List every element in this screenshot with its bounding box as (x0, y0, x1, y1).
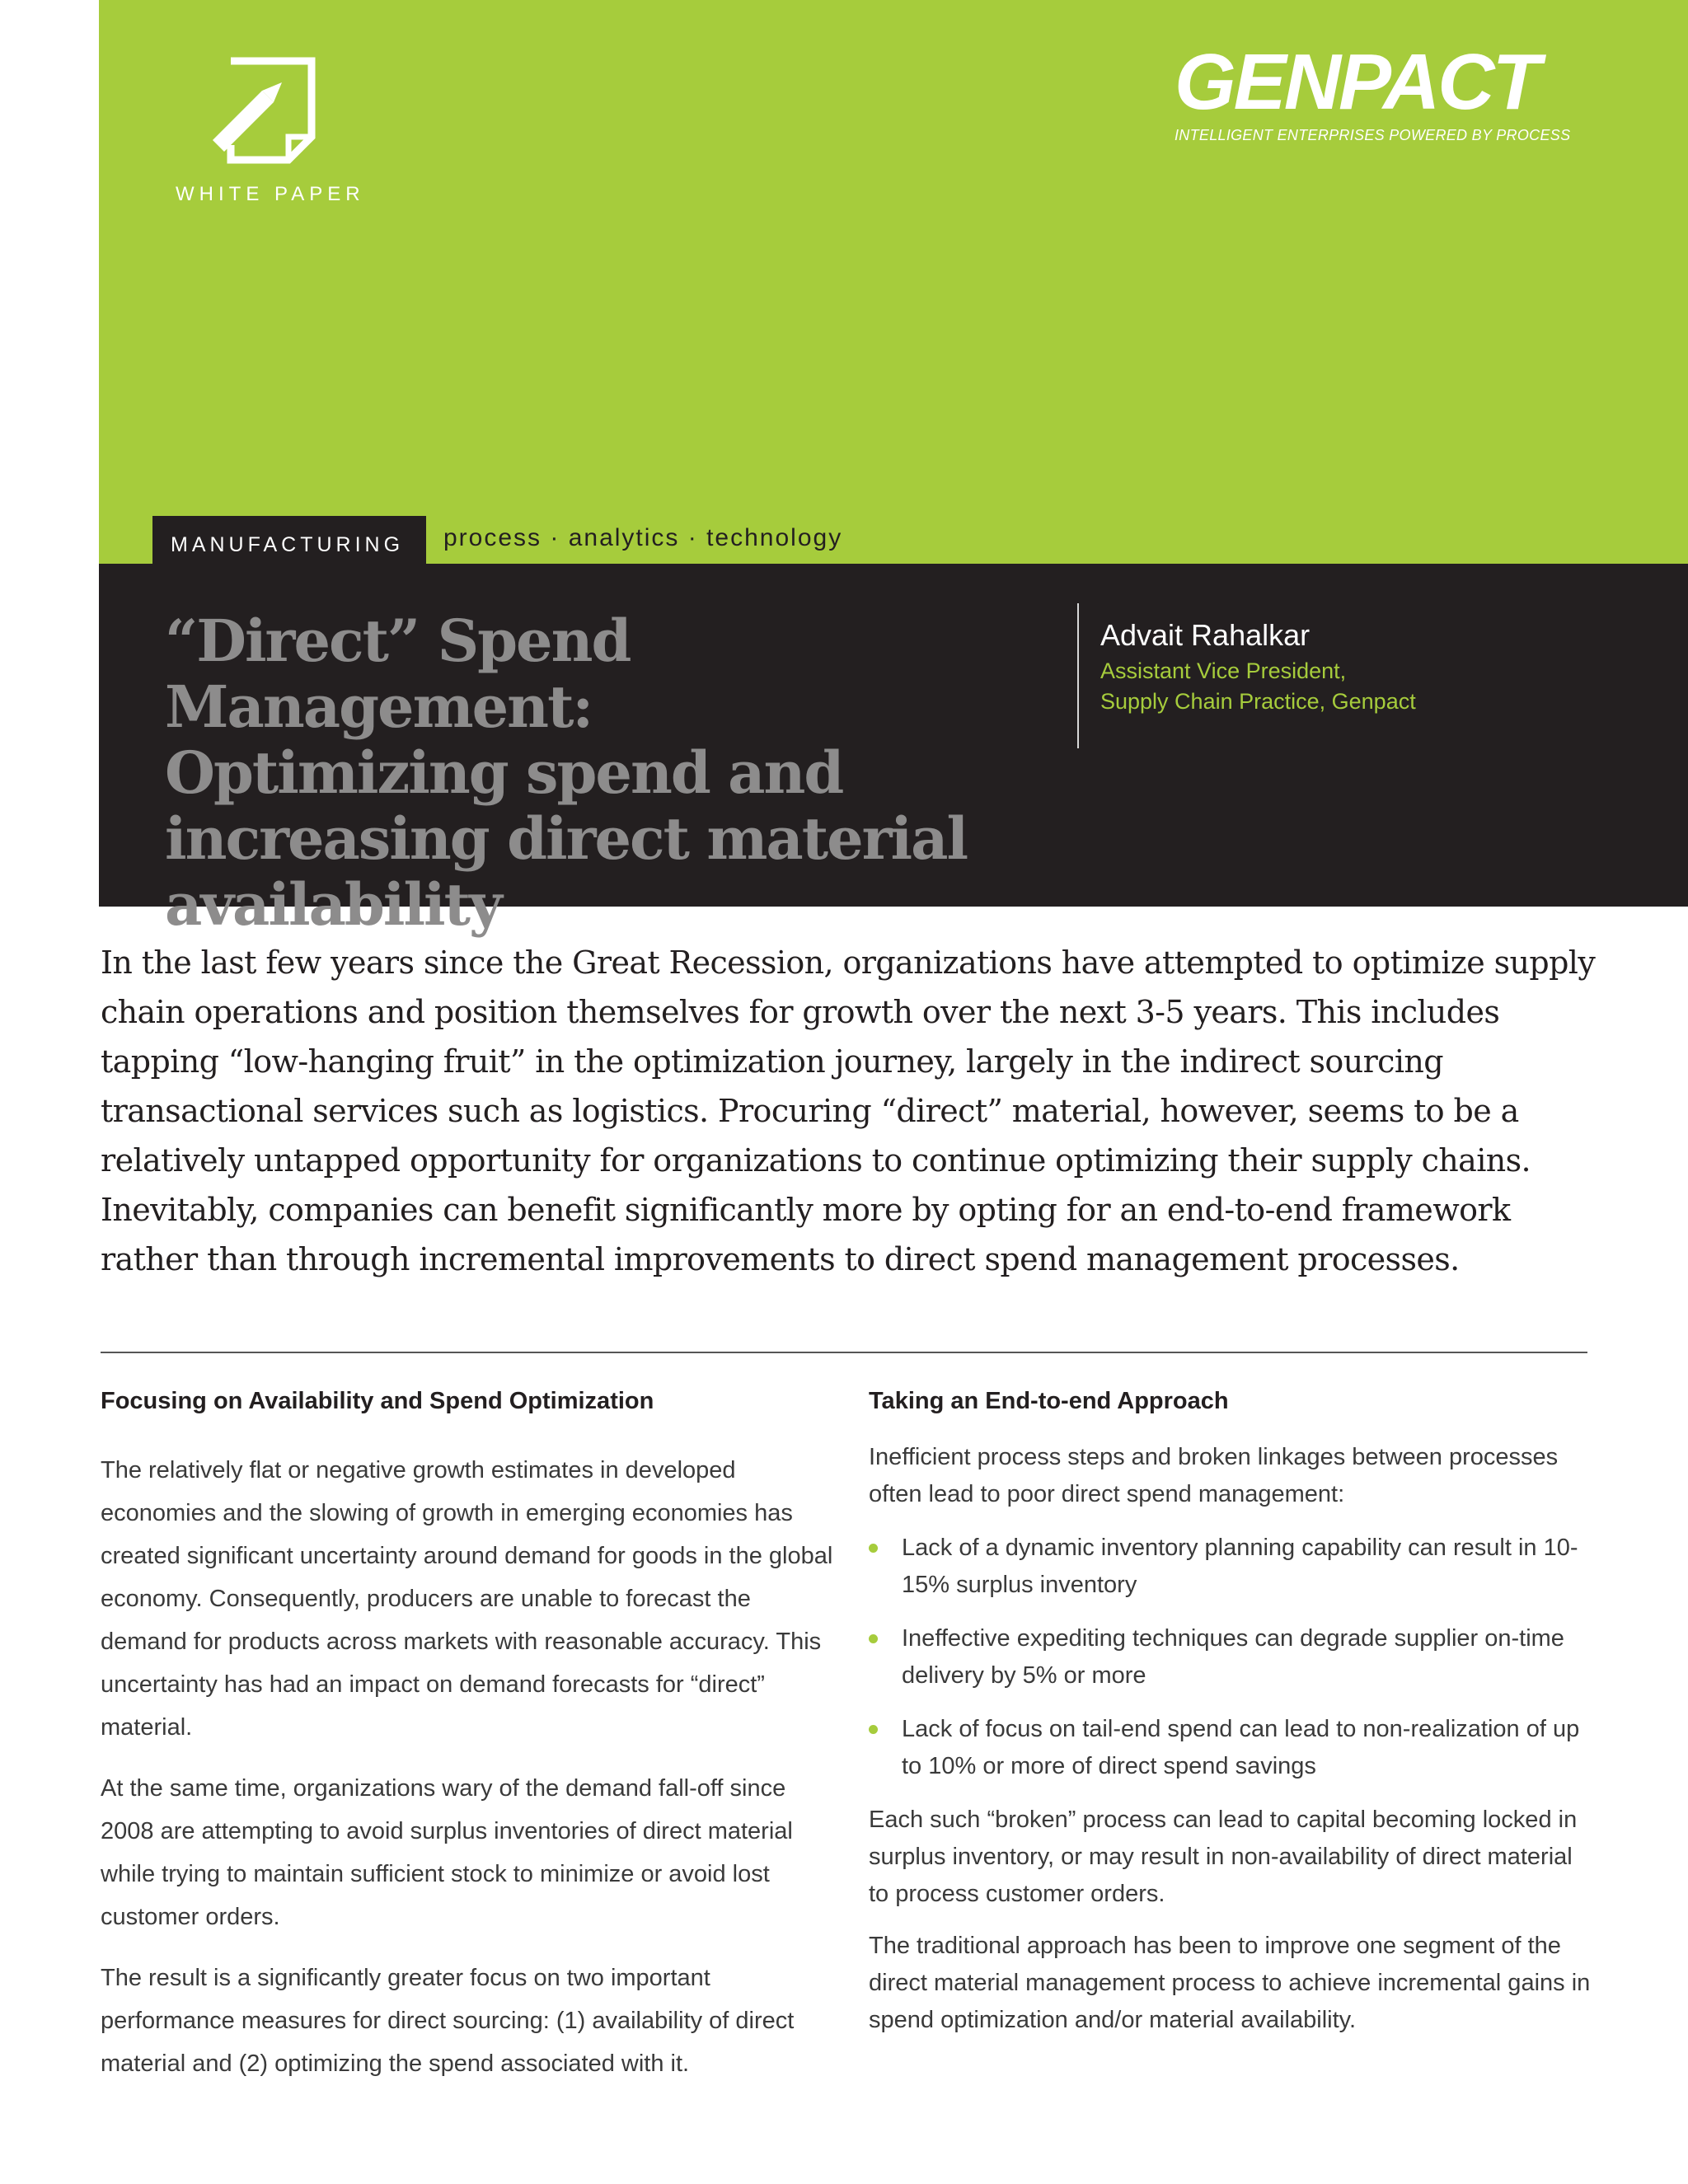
title-line: Optimizing spend and (165, 738, 843, 807)
left-paragraph: The result is a significantly greater focus on two important performance measures for direct sourcing: (1) availability of direct material and (2) optimizing the spend associated with it. (101, 1965, 795, 2077)
bullet-icon (869, 1725, 878, 1734)
title-line: “Direct” Spend Management: (165, 607, 631, 741)
right-heading: Taking an End-to-end Approach (869, 1388, 1229, 1414)
right-paragraph: Each such “broken” process can lead to capital becoming locked in surplus inventory, or may result in non-availability of direct material to process customer orders. (869, 1807, 1578, 1907)
genpact-logo (1175, 38, 1587, 144)
intro-paragraph: In the last few years since the Great Recession, organizations have attempted to optimize supply chain operations and position themselves for growth over the next 3-5 years. This includes tapping “low-hanging fruit” in the optimization journey, largely in the indirect sourcing transactional services such as logistics. Procuring “direct” material, however, seems to be a relatively untapped opportunity for organizations to continue optimizing their supply chains. Inevitably, companies can benefit significantly more by opting for an end-to-end framework rather than through incremental improvements to direct spend management processes. (101, 944, 1596, 1277)
list-item (869, 1711, 1594, 1785)
left-column (101, 1385, 842, 2085)
logo-tagline: INTELLIGENT ENTERPRISES POWERED BY PROCESS (1175, 127, 1571, 143)
bullet-icon (869, 1544, 878, 1553)
bullet-list (869, 1530, 1594, 1785)
sector-tab (152, 516, 426, 564)
tagline: process · analytics · technology (443, 524, 843, 551)
list-item (869, 1530, 1594, 1604)
bullet-text: Ineffective expediting techniques can degrade supplier on-time delivery by 5% or more (902, 1625, 1564, 1689)
right-intro: Inefficient process steps and broken linkages between processes often lead to poor direct spend management: (869, 1444, 1559, 1507)
list-item (869, 1620, 1594, 1694)
bullet-text: Lack of a dynamic inventory planning capability can result in 10-15% surplus inventory (902, 1535, 1578, 1598)
doc-type-label: WHITE PAPER (176, 183, 365, 205)
sector-label: MANUFACTURING (171, 533, 405, 556)
title-line: availability (165, 870, 501, 939)
white-paper-icon (206, 54, 321, 170)
left-paragraph: The relatively flat or negative growth estimates in developed economies and the slowing of growth in emerging economies has created significant uncertainty around demand for goods in the global economy. Consequently, producers are unable to forecast the demand for products across markets with reasonable accuracy. This uncertainty has had an impact on demand forecasts for “direct” material. (101, 1457, 833, 1741)
left-heading: Focusing on Availability and Spend Optimization (101, 1388, 654, 1414)
title-line: increasing direct material (165, 804, 968, 873)
bullet-icon (869, 1634, 878, 1643)
logo-wordmark: GENPACT (1175, 38, 1539, 126)
right-column (869, 1385, 1594, 2039)
section-divider (101, 1352, 1587, 1353)
right-paragraph: The traditional approach has been to improve one segment of the direct material management process to achieve incremental gains in spend optimization and/or material availability. (869, 1933, 1591, 2033)
author-role-line: Assistant Vice President, (1100, 658, 1347, 683)
page-title (165, 608, 1030, 938)
bullet-text: Lack of focus on tail-end spend can lead to non-realization of up to 10% or more of direct spend savings (902, 1716, 1580, 1779)
author-role-line: Supply Chain Practice, Genpact (1100, 689, 1416, 714)
left-paragraph: At the same time, organizations wary of the demand fall-off since 2008 are attempting to avoid surplus inventories of direct material while trying to maintain sufficient stock to minimize or avoid lost customer orders. (101, 1775, 793, 1930)
author-name: Advait Rahalkar (1100, 618, 1311, 652)
vertical-divider (1077, 603, 1079, 748)
author-role (1100, 656, 1416, 717)
